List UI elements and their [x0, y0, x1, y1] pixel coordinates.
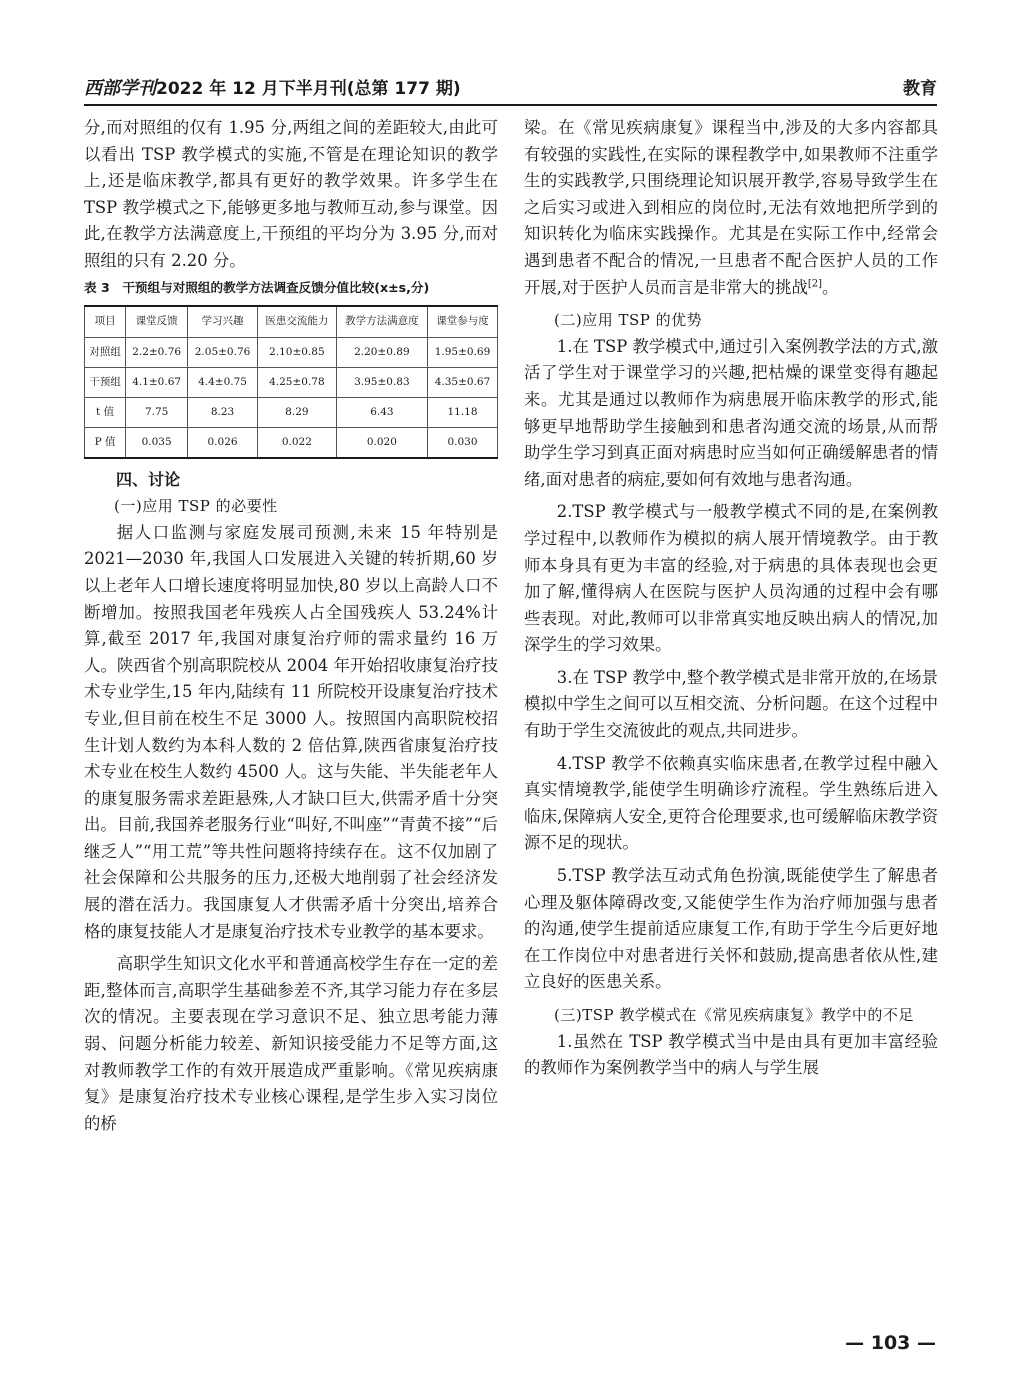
table-cell: 8.29	[257, 397, 336, 427]
paragraph: 据人口监测与家庭发展司预测,未来 15 年特别是 2021—2030 年,我国人口发展进入关键的转折期,60 岁以上老年人口增长速度将明显加快,80 岁以上高龄人口不断增加。按照我国老年残疾人占全国残疾人 53.24%计算,截至 2017 年,我国对康复治疗师的需求量约 16 万人。陕西省个别高职院校从 2004 年开始招收康复治疗技术专业学生,15 年内,陆续有 11 所院校开设康复治疗技术专业,但目前在校生不足 3000 人。按照国内高职院校招生计划人数约为本科人数的 2 倍估算,陕西省康复治疗技术专业在校生人数约 4500 人。这与失能、半失能老年人的康复服务需求差距悬殊,人才缺口巨大,供需矛盾十分突出。目前,我国养老服务行业“叫好,不叫座”“青黄不接”“后继乏人”“用工荒”等共性问题将持续存在。这不仅加剧了社会保障和公共服务的压力,还极大地削弱了社会经济发展的潜在活力。我国康复人才供需矛盾十分突出,培养合格的康复技能人才是康复治疗技术专业教学的基本要求。	[84, 522, 498, 941]
table-header-cell: 教学方法满意度	[336, 306, 427, 338]
paragraph: 高职学生知识文化水平和普通高校学生存在一定的差距,整体而言,高职学生基础参差不齐,其学习能力存在多层次的情况。主要表现在学习意识不足、独立思考能力薄弱、问题分析能力较差、新知识接受能力不足等方面,这对教师教学工作的有效开展造成严重影响。《常见疾病康复》是康复治疗技术专业核心课程,是学生步入实习岗位的桥	[84, 954, 498, 1133]
table-cell: 2.05±0.76	[188, 337, 258, 367]
table-cell: 4.25±0.78	[257, 367, 336, 397]
table-cell: 8.23	[188, 397, 258, 427]
table-row	[85, 367, 498, 397]
table-cell: 4.35±0.67	[428, 367, 498, 397]
table-row	[85, 397, 498, 427]
left-column	[84, 115, 498, 1137]
paragraph: 4.TSP 教学不依赖真实临床患者,在教学过程中融入真实情境教学,能使学生明确诊疗流程。学生熟练后进入临床,保障病人安全,更符合伦理要求,也可缓解临床教学资源不足的现状。	[524, 753, 938, 853]
table-cell: 11.18	[428, 397, 498, 427]
table-header-cell: 学习兴趣	[188, 306, 258, 338]
table-cell: 0.022	[257, 427, 336, 458]
citation-ref: [2]	[807, 278, 823, 290]
table-row	[85, 337, 498, 367]
journal-title	[84, 74, 461, 100]
paragraph: 3.在 TSP 教学中,整个教学模式是非常开放的,在场景模拟中学生之间可以互相交流、分析问题。在这个过程中有助于学生交流彼此的观点,共同进步。	[524, 667, 938, 741]
table-cell: 3.95±0.83	[336, 367, 427, 397]
table-header-cell: 课堂参与度	[428, 306, 498, 338]
right-column	[524, 115, 938, 1082]
table-cell: 0.030	[428, 427, 498, 458]
paragraph: 5.TSP 教学法互动式角色扮演,既能使学生了解患者心理及躯体障碍改变,又能使学生作为治疗师加强与患者的沟通,使学生提前适应康复工作,有助于学生今后更好地在工作岗位中对患者进行关怀和鼓励,提高患者依从性,建立良好的医患关系。	[524, 866, 938, 992]
section-name: 教育	[903, 79, 937, 99]
data-table	[84, 305, 498, 459]
table-cell: 4.1±0.67	[126, 367, 188, 397]
table-cell: 2.2±0.76	[126, 337, 188, 367]
paragraph: 1.在 TSP 教学模式中,通过引入案例教学法的方式,激活了学生对于课堂学习的兴趣,把枯燥的课堂变得有趣起来。尤其是通过以教师作为病患展开临床教学的形式,能够更早地帮助学生接触到和患者沟通交流的场景,从而帮助学生学习到真正面对病患时应当如何正确缓解患者的情绪,面对患者的病症,要如何有效地与患者沟通。	[524, 336, 938, 489]
subsection-heading: (二)应用 TSP 的优势	[554, 311, 703, 330]
paragraph: 分,而对照组的仅有 1.95 分,两组之间的差距较大,由此可以看出 TSP 教学模式的实施,不管是在理论知识的教学上,还是临床教学,都具有更好的教学效果。许多学生在 TSP 教学模式之下,能够更多地与教师互动,参与课堂。因此,在教学方法满意度上,干预组的平均分为 3.95 分,而对照组的只有 2.20 分。	[84, 118, 498, 270]
table-cell: 干预组	[85, 367, 126, 397]
table-cell: t 值	[85, 397, 126, 427]
table-cell: P 值	[85, 427, 126, 458]
page-number: — 103 —	[845, 1332, 936, 1354]
table-header-cell: 项目	[85, 306, 126, 338]
paragraph-end: 。	[822, 277, 839, 297]
table-header-row	[85, 306, 498, 338]
section-heading: 四、讨论	[116, 469, 181, 489]
table-header-cell: 课堂反馈	[126, 306, 188, 338]
paragraph: 1.虽然在 TSP 教学模式当中是由具有更加丰富经验的教师作为案例教学当中的病人与学生展	[524, 1031, 938, 1078]
subsection-heading: (三)TSP 教学模式在《常见疾病康复》教学中的不足	[554, 1006, 914, 1024]
table-cell: 6.43	[336, 397, 427, 427]
paragraph: 2.TSP 教学模式与一般教学模式不同的是,在案例教学过程中,以教师作为模拟的病人展开情境教学。由于教师本身具有更为丰富的经验,对于病患的具体表现也会更加了解,懂得病人在医院与医护人员沟通的过程中会有哪些表现。对此,教师可以非常真实地反映出病人的情况,加深学生的学习效果。	[524, 502, 938, 655]
table-header-cell: 医患交流能力	[257, 306, 336, 338]
journal-logo: 西部学刊	[84, 78, 156, 99]
table-caption: 表 3 干预组与对照组的教学方法调查反馈分值比较(x±s,分)	[84, 279, 430, 295]
running-header	[84, 70, 937, 106]
table-cell: 对照组	[85, 337, 126, 367]
table-cell: 4.4±0.75	[188, 367, 258, 397]
subsection-heading: (一)应用 TSP 的必要性	[114, 497, 278, 516]
issue-info: 2022 年 12 月下半月刊(总第 177 期)	[156, 79, 461, 99]
table-row	[85, 427, 498, 458]
table-cell: 0.020	[336, 427, 427, 458]
table-cell: 2.20±0.89	[336, 337, 427, 367]
table-cell: 2.10±0.85	[257, 337, 336, 367]
table-cell: 1.95±0.69	[428, 337, 498, 367]
table-cell: 0.035	[126, 427, 188, 458]
paragraph	[524, 115, 938, 301]
paragraph-text: 梁。在《常见疾病康复》课程当中,涉及的大多内容都具有较强的实践性,在实际的课程教学中,如果教师不注重学生的实践教学,只围绕理论知识展开教学,容易导致学生在之后实习或进入到相应的岗位时,无法有效地把所学到的知识转化为临床实践操作。尤其是在实际工作中,经常会遇到患者不配合的情况,一旦患者不配合医护人员的工作开展,对于医护人员而言是非常大的挑战	[524, 118, 938, 297]
table-cell: 7.75	[126, 397, 188, 427]
table-cell: 0.026	[188, 427, 258, 458]
